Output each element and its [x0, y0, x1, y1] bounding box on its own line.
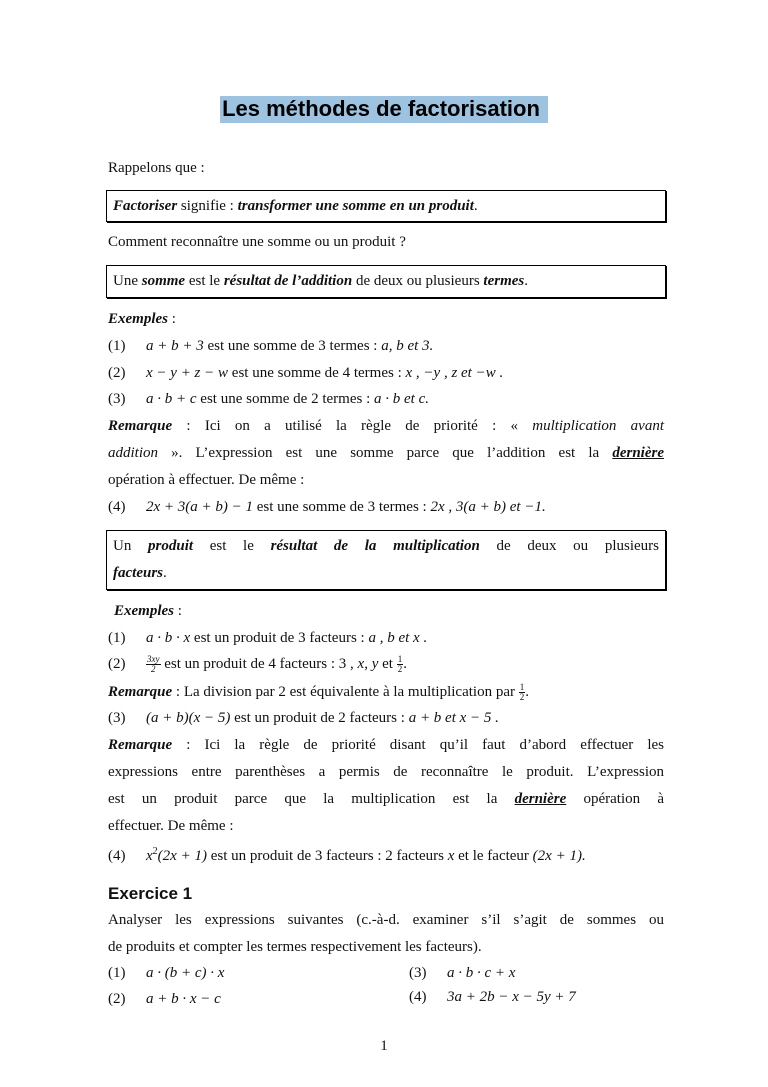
item-number: (3): [108, 391, 126, 407]
text: est une somme de 3 termes :: [253, 499, 431, 515]
definition-box-factoriser: [106, 190, 666, 222]
product-remark-1: [108, 683, 529, 702]
terms: 2x , 3(a + b) et −1.: [430, 499, 546, 515]
numerator: 3xy: [147, 654, 160, 664]
text: est une somme de 3 termes :: [203, 338, 382, 354]
text: .: [524, 273, 528, 289]
item-number: (2): [108, 655, 126, 672]
math-expression: (2x + 1).: [532, 848, 586, 864]
math-variable: x: [447, 848, 455, 864]
remark-line: [108, 737, 664, 754]
math-expression: (2x + 1): [157, 848, 207, 864]
terms: a, b et 3.: [381, 338, 434, 354]
item-number: (2): [108, 991, 126, 1007]
denominator: 2: [397, 664, 403, 674]
sum-remark-line-2: [108, 445, 664, 462]
text: est un produit de 4 facteurs : 3 ,: [160, 655, 358, 672]
item-number: (1): [108, 338, 126, 354]
text: de deux ou plusieurs: [479, 538, 659, 554]
item-number: (1): [108, 965, 126, 981]
text: .: [525, 683, 529, 700]
text: opération à: [566, 791, 664, 807]
item-number: (3): [409, 965, 427, 981]
text: est un produit de 3 facteurs :: [190, 630, 369, 646]
heading: Exemples: [114, 603, 174, 619]
exercise-instruction-line-2: de produits et compter les termes respectivement les facteurs).: [108, 939, 482, 955]
text: Une: [113, 273, 142, 289]
text: est un produit de 2 facteurs :: [230, 710, 409, 726]
exercise-item-3: [409, 965, 515, 982]
text: est le: [193, 538, 271, 554]
fraction-3xy-over-2: [146, 655, 161, 674]
math-expression: a · b · x: [146, 630, 191, 646]
term-somme: somme: [141, 273, 186, 289]
term-facteurs: facteurs: [113, 565, 163, 581]
definition: transformer une somme en un produit: [237, 198, 474, 214]
terms: a · b et c.: [374, 391, 429, 407]
text: ». L’expression est une somme parce que l’addition est la: [158, 445, 613, 461]
exercise-item-4: [409, 989, 576, 1006]
remark-label: Remarque: [108, 683, 173, 700]
exercise-item-1: [108, 965, 224, 982]
denominator: 2: [519, 692, 525, 702]
exercise-title: Exercice 1: [108, 884, 193, 903]
product-examples-heading: [114, 603, 182, 620]
emphasis-derniere: dernière: [612, 445, 664, 461]
product-remark-2-line-4: effectuer. De même :: [108, 818, 234, 834]
text: addition: [108, 445, 159, 461]
math-expression: a + b + 3: [146, 338, 204, 354]
text: : La division par 2 est équivalente à la multiplication par: [172, 683, 519, 700]
text: .: [403, 655, 407, 672]
page-title: [0, 96, 768, 122]
item-number: (3): [108, 710, 126, 726]
math-expression: a + b · x − c: [146, 991, 221, 1007]
denominator: 2: [151, 664, 156, 674]
product-remark-2-line-2: [108, 764, 664, 781]
sum-examples-heading: [108, 311, 176, 328]
sum-example-4: [108, 499, 546, 516]
remark-line-2: [108, 445, 664, 462]
math-base: x: [146, 848, 153, 864]
text: et le facteur: [454, 848, 533, 864]
text: est une somme de 4 termes :: [228, 365, 406, 381]
product-remark-2-line-3: [108, 791, 664, 808]
sum-remark: [108, 418, 664, 435]
emphasis-derniere: dernière: [514, 791, 567, 807]
question-text: Comment reconnaître une somme ou un produit ?: [108, 234, 406, 250]
terms: a , b et x .: [368, 630, 428, 646]
box-line-1: [113, 533, 659, 560]
text: : Ici la règle de priorité disant qu’il faut d’abord effectuer les: [172, 737, 664, 753]
term-factoriser: Factoriser: [113, 198, 178, 214]
item-number: (1): [108, 630, 126, 646]
math-expression: a · b · c + x: [447, 965, 516, 981]
product-example-1: [108, 630, 427, 647]
math-expression: (a + b)(x − 5): [146, 710, 231, 726]
terms: x, y: [357, 655, 379, 672]
definition-box-somme: [106, 265, 666, 298]
remark-label: Remarque: [108, 418, 173, 434]
sum-example-2: [108, 365, 503, 382]
math-expression: 3a + 2b − x − 5y + 7: [447, 989, 576, 1005]
product-example-4: [108, 846, 586, 865]
term-produit: produit: [148, 538, 194, 554]
sum-example-1: [108, 338, 433, 355]
math-expression: x − y + z − w: [146, 365, 229, 381]
text: Un: [113, 538, 149, 554]
sum-example-3: [108, 391, 429, 408]
item-number: (4): [409, 989, 427, 1005]
text: multiplication avant: [532, 418, 664, 434]
sum-remark-line-3: opération à effectuer. De même :: [108, 472, 305, 488]
term-termes: termes: [483, 273, 525, 289]
text: est le: [185, 273, 224, 289]
math-expression: a · b + c: [146, 391, 197, 407]
definition-box-produit: [106, 530, 666, 590]
remark-line-1: [108, 418, 664, 435]
box-line-2: [113, 565, 167, 581]
remark-label: Remarque: [108, 737, 173, 753]
terms: x , −y , z et −w .: [405, 365, 504, 381]
definition: résultat de la multiplication: [270, 538, 480, 554]
text: est une somme de 2 termes :: [196, 391, 374, 407]
text: .: [163, 565, 167, 581]
numerator: 1: [397, 654, 403, 664]
item-number: (4): [108, 848, 126, 864]
text: :: [168, 311, 176, 327]
text: :: [174, 603, 182, 619]
text: .: [473, 198, 478, 214]
product-example-3: [108, 710, 499, 727]
remark-line: expressions entre parenthèses a permis de reconnaître le produit. L’expression: [108, 764, 664, 780]
text: : Ici on a utilisé la règle de priorité : «: [172, 418, 533, 434]
intro-text: Rappelons que :: [108, 160, 205, 176]
text: est un produit parce que la multiplication est la: [108, 791, 515, 807]
terms: a + b et x − 5 .: [408, 710, 499, 726]
product-example-2: [108, 655, 407, 674]
definition: résultat de l’addition: [223, 273, 353, 289]
text: et: [378, 655, 397, 672]
heading: Exemples: [108, 311, 168, 327]
text: est un produit de 3 facteurs : 2 facteurs: [206, 848, 448, 864]
page-number: 1: [380, 1038, 388, 1054]
math-expression: 2x + 3(a + b) − 1: [146, 499, 254, 515]
remark-line: [108, 791, 664, 808]
text: signifie :: [177, 198, 238, 214]
product-remark-2-line-1: [108, 737, 664, 754]
exponent: 2: [152, 846, 158, 857]
text: Analyser les expressions suivantes (c.-à-d. examiner s’il s’agit de sommes ou: [108, 912, 664, 928]
exercise-item-2: [108, 991, 221, 1008]
numerator: 1: [519, 682, 525, 692]
item-number: (4): [108, 499, 126, 515]
math-expression: a · (b + c) · x: [146, 965, 225, 981]
text: de deux ou plusieurs: [352, 273, 484, 289]
exercise-instruction-line-1: [108, 912, 664, 929]
item-number: (2): [108, 365, 126, 381]
title-highlight: Les méthodes de factorisation: [220, 96, 548, 123]
